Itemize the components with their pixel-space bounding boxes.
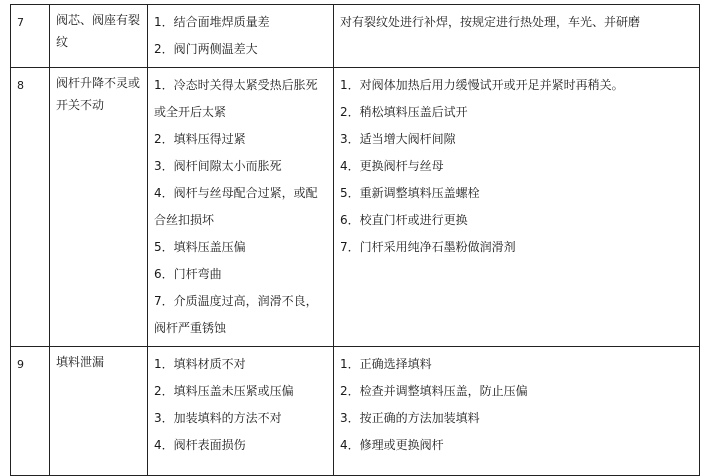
cause-cell bbox=[148, 5, 334, 68]
cause-cell bbox=[148, 347, 334, 476]
row-number-text: 8 bbox=[17, 79, 24, 92]
cause-cell bbox=[148, 68, 334, 347]
cause-item: 1．冷态时关得太紧受热后胀死或全开后太紧 bbox=[154, 78, 318, 119]
remedy-item: 3．按正确的方法加装填料 bbox=[340, 411, 480, 425]
fault-text: 阀杆升降不灵或开关不动 bbox=[56, 76, 141, 112]
remedy-item: 3．适当增大阀杆间隙 bbox=[340, 132, 456, 146]
remedy-item: 1．对阀体加热后用力缓慢试开或开足并紧时再稍关。 bbox=[340, 78, 624, 92]
cause-item: 2．阀门两侧温差大 bbox=[154, 42, 258, 56]
cause-item: 3．阀杆间隙太小而胀死 bbox=[154, 159, 282, 173]
remedy-item: 1．正确选择填料 bbox=[340, 357, 432, 371]
fault-table bbox=[10, 4, 700, 476]
table-row bbox=[11, 5, 700, 68]
row-number-text: 9 bbox=[17, 358, 24, 371]
cause-item: 2．填料压盖未压紧或压偏 bbox=[154, 384, 294, 398]
remedy-item: 4．更换阀杆与丝母 bbox=[340, 159, 444, 173]
cause-item: 4．阀杆与丝母配合过紧，或配合丝扣损坏 bbox=[154, 186, 318, 227]
table-row bbox=[11, 68, 700, 347]
row-number bbox=[11, 68, 50, 347]
cause-item: 2．填料压得过紧 bbox=[154, 132, 246, 146]
row-number-text: 7 bbox=[17, 16, 24, 29]
fault-text: 阀芯、阀座有裂纹 bbox=[56, 13, 141, 49]
cause-item: 3．加装填料的方法不对 bbox=[154, 411, 282, 425]
cause-item: 5．填料压盖压偏 bbox=[154, 240, 246, 254]
cause-item: 1．结合面堆焊质量差 bbox=[154, 15, 270, 29]
fault-cell bbox=[50, 5, 148, 68]
cause-item: 7．介质温度过高，润滑不良，阀杆严重锈蚀 bbox=[154, 294, 318, 335]
cause-item: 1．填料材质不对 bbox=[154, 357, 246, 371]
fault-text: 填料泄漏 bbox=[56, 355, 105, 369]
remedy-item: 4．修理或更换阀杆 bbox=[340, 438, 444, 452]
cause-item: 6．门杆弯曲 bbox=[154, 267, 222, 281]
remedy-cell bbox=[334, 347, 700, 476]
remedy-cell bbox=[334, 68, 700, 347]
remedy-item: 5．重新调整填料压盖螺栓 bbox=[340, 186, 480, 200]
table-row bbox=[11, 347, 700, 476]
remedy-item: 2．检查并调整填料压盖，防止压偏 bbox=[340, 384, 528, 398]
fault-cell bbox=[50, 347, 148, 476]
row-number bbox=[11, 347, 50, 476]
remedy-item: 6．校直门杆或进行更换 bbox=[340, 213, 468, 227]
remedy-cell bbox=[334, 5, 700, 68]
row-number bbox=[11, 5, 50, 68]
cause-item: 4．阀杆表面损伤 bbox=[154, 438, 246, 452]
remedy-item: 7．门杆采用纯净石墨粉做润滑剂 bbox=[340, 240, 516, 254]
fault-cell bbox=[50, 68, 148, 347]
remedy-item: 对有裂纹处进行补焊，按规定进行热处理，车光、并研磨 bbox=[340, 15, 641, 29]
remedy-item: 2．稍松填料压盖后试开 bbox=[340, 105, 468, 119]
